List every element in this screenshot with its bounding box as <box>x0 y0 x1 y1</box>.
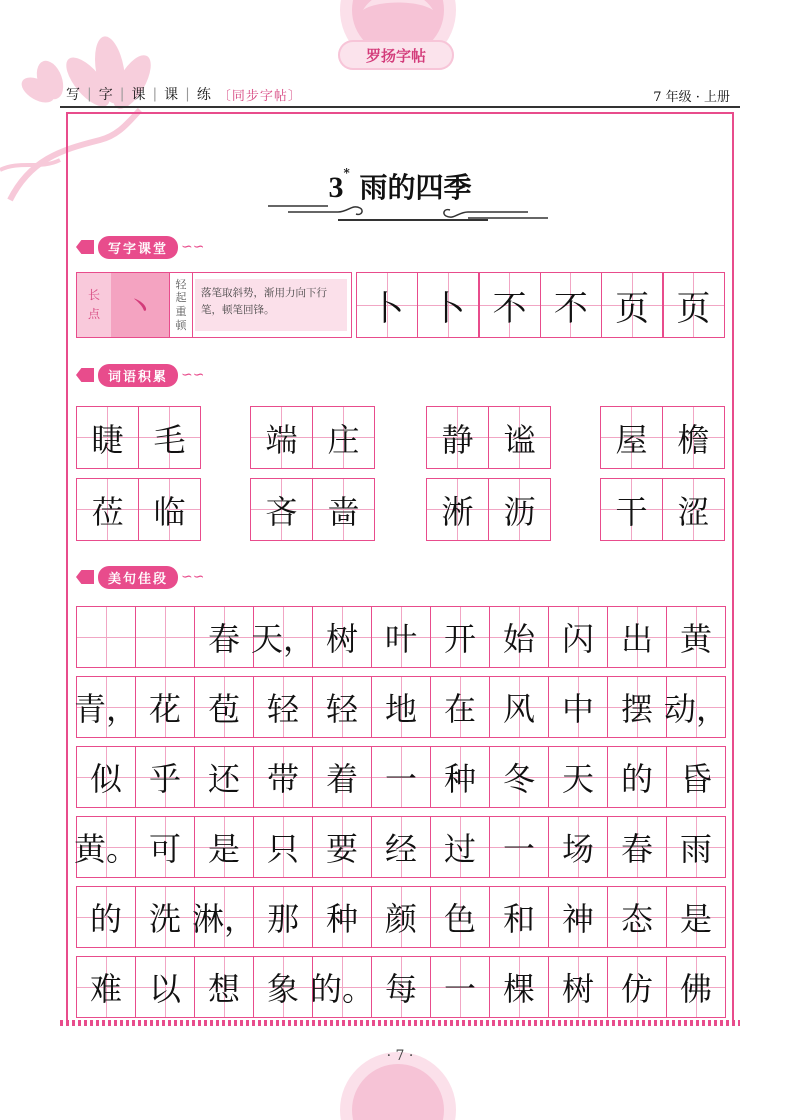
passage-cell-char: 色 <box>443 900 476 938</box>
passage-cell-char: 的 <box>620 760 653 798</box>
series-tag: 〔同步字帖〕 <box>217 88 302 104</box>
passage-cell-char: 象 <box>266 970 299 1008</box>
passage-cell <box>194 816 254 878</box>
passage-cell-char: 天 <box>561 760 594 798</box>
passage-cell-char: 是 <box>679 900 712 938</box>
vocab-cell-char: 沥 <box>503 492 536 531</box>
passage-cell-char: 场 <box>561 830 594 868</box>
passage-cell <box>607 956 667 1018</box>
passage-cell <box>135 606 195 668</box>
passage-cell-char: 经 <box>384 830 417 868</box>
passage-cell-char: 似 <box>89 760 122 798</box>
passage-cell-char: 地 <box>384 690 417 728</box>
pencil-icon <box>76 570 94 584</box>
passage-cell-char: 雨 <box>679 830 712 868</box>
vocab-cell <box>662 406 725 469</box>
section-label: 词语积累 <box>98 364 178 387</box>
section-writing-class <box>76 236 204 258</box>
lesson-name: 雨的四季 <box>359 171 472 204</box>
vocab-cell <box>76 406 139 469</box>
passage-cell <box>312 886 372 948</box>
practice-cell-char: 卜 <box>431 288 466 329</box>
passage-cell-char: 洗 <box>148 900 181 938</box>
passage-cell-char: 风 <box>502 690 535 728</box>
passage-cell <box>430 886 490 948</box>
passage-cell-char: 花 <box>148 690 181 728</box>
passage-cell <box>371 746 431 808</box>
vocab-cell-char: 莅 <box>91 492 124 531</box>
passage-cell <box>194 746 254 808</box>
vocab-cell-char: 谧 <box>503 420 536 459</box>
passage-cell <box>135 956 195 1018</box>
passage-cell <box>430 676 490 738</box>
series-char: 练 <box>196 87 212 103</box>
vocab-cell <box>312 406 375 469</box>
lesson-number: 3 <box>328 171 344 204</box>
brand-badge <box>338 40 454 70</box>
passage-cell <box>371 956 431 1018</box>
passage-cell <box>76 606 136 668</box>
passage-cell <box>607 886 667 948</box>
passage-cell <box>74 816 139 878</box>
series-char: 课 <box>164 87 180 103</box>
frame-bottom-border <box>60 1020 740 1026</box>
passage-cell <box>430 816 490 878</box>
swirl-icon: ∽∽ <box>181 239 205 255</box>
vocab-cell <box>250 406 313 469</box>
passage-cell-char: 以 <box>148 970 181 1008</box>
passage-cell-char: 一 <box>443 970 476 1008</box>
passage-cell <box>253 676 313 738</box>
passage-cell-char: 始 <box>502 620 535 658</box>
passage-cell-char: 在 <box>443 690 476 728</box>
passage-cell-char: 神 <box>561 900 594 938</box>
passage-cell <box>548 886 608 948</box>
stroke-kind <box>77 273 111 337</box>
passage-cell-char: 种 <box>325 900 358 938</box>
practice-cell-char: 页 <box>615 288 650 329</box>
passage-cell-char: 淋， <box>192 900 257 938</box>
section-label: 写字课堂 <box>98 236 178 259</box>
vocab-cell <box>600 478 663 541</box>
tip-char: 起 <box>175 291 187 305</box>
vocab-cell <box>312 478 375 541</box>
passage-cell <box>607 816 667 878</box>
vocab-cell-char: 静 <box>441 420 474 459</box>
passage-cell-char: 种 <box>443 760 476 798</box>
passage-cell <box>135 746 195 808</box>
passage-cell-char: 可 <box>148 830 181 868</box>
practice-cell <box>540 272 602 338</box>
passage-cell <box>371 606 431 668</box>
passage-cell <box>76 956 136 1018</box>
practice-cell <box>601 272 663 338</box>
passage-cell <box>253 816 313 878</box>
passage-cell-char: 青， <box>74 690 139 728</box>
vocab-cell-char: 檐 <box>677 420 710 459</box>
pencil-icon <box>76 240 94 254</box>
passage-cell-char: 每 <box>384 970 417 1008</box>
practice-cell-char: 卜 <box>370 288 404 329</box>
passage-cell <box>607 746 667 808</box>
passage-cell <box>76 746 136 808</box>
passage-cell-char: 摆 <box>620 690 653 728</box>
section-label: 美句佳段 <box>98 566 178 589</box>
passage-cell <box>548 606 608 668</box>
passage-cell-char: 一 <box>384 760 417 798</box>
stroke-kind-top: 长 <box>87 287 100 302</box>
passage-cell-char: 要 <box>325 830 358 868</box>
passage-cell <box>607 676 667 738</box>
passage-cell <box>489 816 549 878</box>
passage-cell <box>548 816 608 878</box>
passage-cell <box>489 886 549 948</box>
passage-cell-char: 轻 <box>325 690 358 728</box>
section-passage <box>76 566 204 588</box>
passage-cell <box>312 746 372 808</box>
series-char: 字 <box>98 87 114 103</box>
vocab-cell-char: 端 <box>265 420 298 459</box>
passage-cell-char: 春 <box>207 620 240 658</box>
vocab-cell-char: 临 <box>153 492 186 531</box>
passage-cell-char: 态 <box>620 900 653 938</box>
passage-cell <box>666 956 726 1018</box>
passage-cell-char: 棵 <box>502 970 535 1008</box>
practice-cell-char: 页 <box>676 288 711 329</box>
passage-cell <box>253 886 313 948</box>
vocab-cell <box>138 478 201 541</box>
passage-cell-char: 出 <box>620 620 653 658</box>
practice-cell-char: 不 <box>553 288 588 329</box>
passage-cell <box>548 676 608 738</box>
passage-cell <box>135 676 195 738</box>
passage-cell <box>489 676 549 738</box>
passage-cell-char: 和 <box>502 900 535 938</box>
passage-cell <box>135 816 195 878</box>
passage-cell-char: 天， <box>251 620 316 658</box>
passage-cell-char: 黄 <box>679 620 712 658</box>
passage-cell <box>430 956 490 1018</box>
passage-cell-char: 轻 <box>266 690 299 728</box>
stroke-glyph: 丶 <box>111 273 169 337</box>
passage-cell <box>194 956 254 1018</box>
brand-name: 罗扬字帖 <box>365 46 426 65</box>
passage-cell <box>371 886 431 948</box>
passage-cell <box>489 606 549 668</box>
vocab-cell <box>488 478 551 541</box>
grade-label: 7 年级 · 上册 <box>653 90 730 105</box>
passage-cell-char: 颜 <box>384 900 417 938</box>
vocab-cell <box>76 478 139 541</box>
passage-cell <box>253 956 313 1018</box>
passage-cell-char: 着 <box>325 760 358 798</box>
passage-cell-char: 树 <box>325 620 358 658</box>
passage-cell-char: 还 <box>207 760 240 798</box>
passage-cell-char: 春 <box>620 830 653 868</box>
series-title: 写 | 字 | 课 | 课 | 练 〔同步字帖〕 <box>66 86 302 104</box>
vocab-cell <box>250 478 313 541</box>
series-char: 课 <box>131 87 147 103</box>
lesson-star: * <box>343 166 350 180</box>
stroke-kind-bottom: 点 <box>87 307 100 321</box>
passage-cell-char: 只 <box>266 830 299 868</box>
title-underline-icon <box>268 200 548 224</box>
passage-cell-char: 带 <box>266 760 299 798</box>
vocab-cell <box>426 406 489 469</box>
passage-cell-char: 冬 <box>502 760 535 798</box>
vocab-cell-char: 干 <box>615 492 648 531</box>
passage-cell-char: 过 <box>443 830 476 868</box>
pencil-icon <box>76 368 94 382</box>
stroke-description: 落笔取斜势，渐用力向下行笔，顿笔回锋。 <box>195 279 347 331</box>
passage-cell-char: 那 <box>266 900 299 938</box>
passage-cell-char: 乎 <box>148 760 181 798</box>
vocab-cell-char: 涩 <box>677 492 710 531</box>
passage-cell-char: 佛 <box>679 970 712 1008</box>
passage-cell <box>548 746 608 808</box>
passage-cell-char: 开 <box>443 620 476 658</box>
passage-cell <box>489 956 549 1018</box>
passage-cell-char: 一 <box>502 830 535 868</box>
passage-cell <box>371 676 431 738</box>
vocab-cell-char: 毛 <box>153 420 186 459</box>
tip-char: 顿 <box>175 318 187 332</box>
swirl-icon: ∽∽ <box>181 367 205 383</box>
passage-cell <box>312 676 372 738</box>
passage-cell <box>666 746 726 808</box>
header-divider <box>60 106 740 108</box>
vocab-cell <box>138 406 201 469</box>
vocab-cell-char: 淅 <box>441 492 474 531</box>
passage-cell <box>666 886 726 948</box>
passage-cell <box>666 816 726 878</box>
vocab-cell-char: 屋 <box>615 420 648 459</box>
passage-cell-char: 是 <box>207 830 240 868</box>
passage-cell-char: 动， <box>664 690 729 728</box>
passage-cell <box>74 676 139 738</box>
stroke-lesson-box <box>76 272 352 338</box>
passage-cell-char: 树 <box>561 970 594 1008</box>
section-vocab <box>76 364 204 386</box>
vocab-cell-char: 睫 <box>91 420 124 459</box>
passage-cell <box>548 956 608 1018</box>
vocab-cell <box>488 406 551 469</box>
passage-cell <box>312 606 372 668</box>
passage-cell <box>607 606 667 668</box>
passage-cell <box>430 746 490 808</box>
page-number: · 7 · <box>386 1048 414 1064</box>
passage-cell <box>664 676 729 738</box>
vocab-cell-char: 啬 <box>327 492 360 531</box>
passage-cell-char: 想 <box>207 970 240 1008</box>
vocab-cell <box>426 478 489 541</box>
vocab-cell <box>600 406 663 469</box>
passage-cell <box>666 606 726 668</box>
tip-char: 重 <box>175 305 187 318</box>
passage-cell <box>194 606 254 668</box>
practice-cell-char: 不 <box>492 288 527 329</box>
passage-cell <box>194 676 254 738</box>
passage-cell <box>489 746 549 808</box>
practice-cell <box>356 272 418 338</box>
passage-cell <box>310 956 375 1018</box>
practice-cell <box>417 272 479 338</box>
vocab-cell-char: 庄 <box>327 420 360 459</box>
vocab-cell-char: 吝 <box>265 492 298 531</box>
passage-cell <box>76 886 136 948</box>
passage-cell-char: 的 <box>89 900 122 938</box>
passage-cell-char: 黄。 <box>74 830 139 868</box>
passage-cell <box>251 606 316 668</box>
passage-cell-char: 叶 <box>384 620 417 658</box>
passage-cell <box>312 816 372 878</box>
series-char: 写 <box>66 87 81 103</box>
passage-cell-char: 的。 <box>310 970 375 1008</box>
passage-cell <box>371 816 431 878</box>
stroke-tip <box>169 273 193 337</box>
passage-cell-char: 难 <box>89 970 122 1008</box>
vocab-cell <box>662 478 725 541</box>
passage-cell <box>430 606 490 668</box>
practice-cell <box>479 272 541 338</box>
passage-cell-char: 闪 <box>561 620 594 658</box>
practice-cell <box>663 272 725 338</box>
passage-cell <box>135 886 195 948</box>
tip-char: 轻 <box>175 277 187 291</box>
passage-cell <box>253 746 313 808</box>
passage-cell-char: 仿 <box>620 970 653 1008</box>
passage-cell-char: 苞 <box>207 690 240 728</box>
passage-cell-char: 中 <box>561 690 594 728</box>
swirl-icon: ∽∽ <box>181 569 205 585</box>
passage-cell <box>192 886 257 948</box>
passage-cell-char: 昏 <box>679 760 712 798</box>
